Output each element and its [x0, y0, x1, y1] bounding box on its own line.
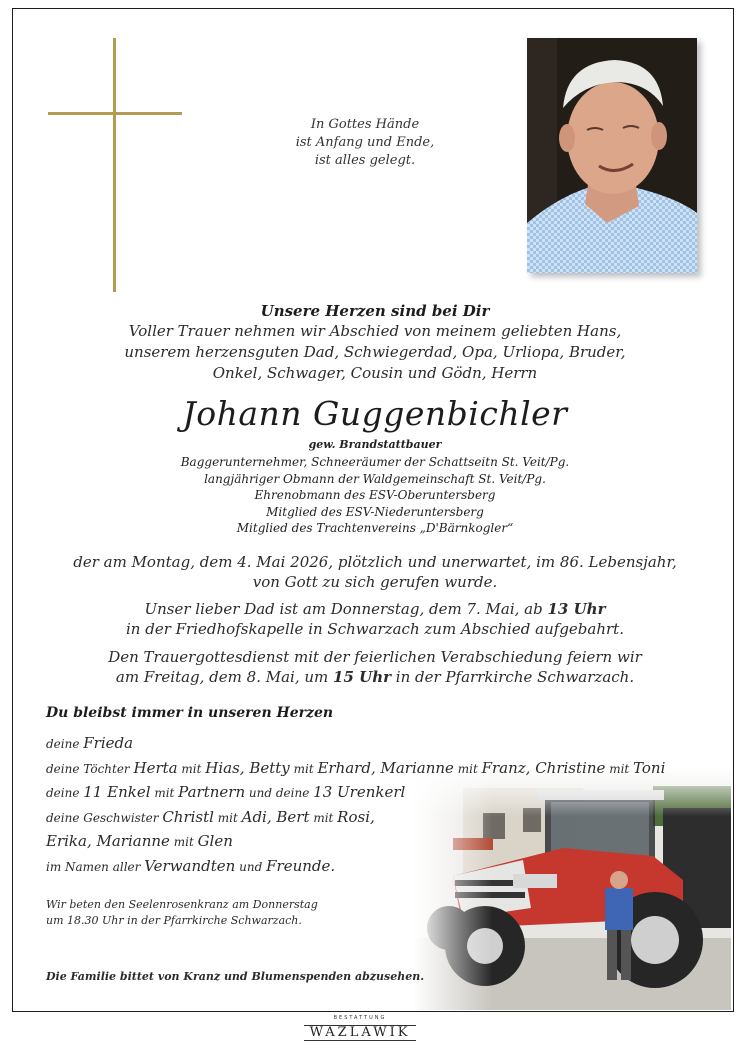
list-item: im Namen aller Verwandten und Freunde. — [46, 856, 336, 875]
funeral-notice: Den Trauergottesdienst mit der feierlichen Verabschiedung feiern wir am Freitag, dem 8. Mai, um 15 Uhr in der Pfarrkirche Schwarzach. — [108, 648, 642, 686]
intro-text: Voller Trauer nehmen wir Abschied von meinem geliebten Hans, unserem herzensguten Dad, Schwiegerdad, Opa, Urliopa, Bruder, Onkel, Schwager, Cousin und Gödn, Herrn — [124, 322, 626, 382]
laying-out-notice: Unser lieber Dad ist am Donnerstag, dem 7. Mai, ab 13 Uhr in der Friedhofskapelle in Schwarzach zum Abschied aufgebahrt. — [126, 600, 624, 638]
headline: Unsere Herzen sind bei Dir — [260, 302, 490, 320]
deceased-name: Johann Guggenbichler — [182, 394, 568, 433]
rosary-notice: Wir beten den Seelenrosenkranz am Donnerstag um 18.30 Uhr in der Pfarrkirche Schwarzach. — [46, 898, 318, 927]
list-item: deine 11 Enkel mit Partnern und deine 13 Urenkerl — [46, 783, 406, 801]
portrait-photo — [527, 38, 697, 273]
death-notice: der am Montag, dem 4. Mai 2026, plötzlich und unerwartet, im 86. Lebensjahr, von Gott zu sich gerufen wurde. — [73, 553, 677, 591]
funeral-home-logo: BESTATTUNG WAZLAWIK — [290, 1015, 430, 1041]
list-item: deine Frieda — [46, 734, 134, 752]
deceased-titles: Baggerunternehmer, Schneeräumer der Schattseitn St. Veit/Pg. langjähriger Obmann der Waldgemeinschaft St. Veit/Pg. Ehrenobmann des ESV-Oberuntersberg Mitglied des ESV-Niederuntersberg Mitglied des Trachtenvereins „D'Bärnkogler“ — [180, 455, 570, 535]
deceased-formerly: gew. Brandstattbauer — [308, 438, 442, 451]
mourners-list — [46, 732, 665, 879]
bible-quote: In Gottes Hände ist Anfang und Ende, ist alles gelegt. — [295, 117, 435, 168]
list-item: deine Töchter Herta mit Hias, Betty mit Erhard, Marianne mit Franz, Christine mit Toni — [46, 758, 666, 777]
cross-icon-bar — [48, 112, 182, 115]
list-item: Erika, Marianne mit Glen — [46, 832, 233, 850]
cross-icon — [113, 38, 116, 292]
list-item: deine Geschwister Christl mit Adi, Bert mit Rosi, — [46, 807, 375, 826]
mourners-heading: Du bleibst immer in unseren Herzen — [46, 705, 334, 721]
no-wreaths-notice: Die Familie bittet von Kranz und Blumenspenden abzusehen. — [46, 970, 425, 983]
